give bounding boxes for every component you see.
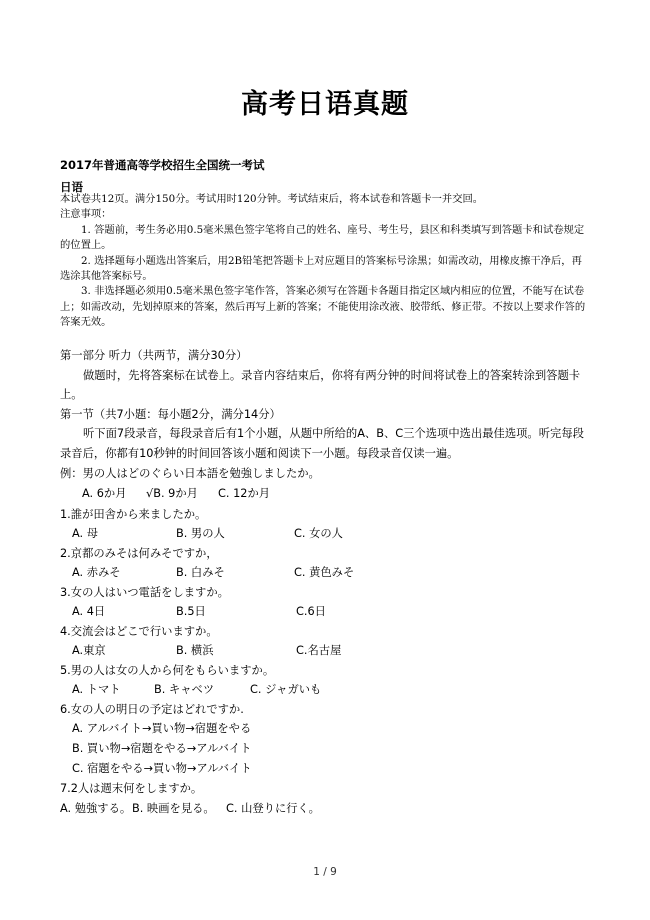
question-7-option-a: A. 勉強する。 xyxy=(60,802,132,815)
part1-block xyxy=(60,346,592,464)
question-2: 2.京都のみそは何みそですか， xyxy=(60,547,218,560)
section1-instruction: 听下面7段录音，每段录音后有1个小题，从题中所给的A、B、C三个选项中选出最佳选项。听完每段录音后，你都有10秒钟的时间回答该小题和阅读下一小题。每段录音仅读一遍。 xyxy=(60,427,584,460)
question-3: 3.女の人はいつ電話をしますか。 xyxy=(60,586,229,599)
question-3-option-a: A. 4日 xyxy=(72,605,106,618)
example-option-b: √B. 9か月 xyxy=(146,487,198,500)
part1-heading: 第一部分 听力（共两节，满分30分） xyxy=(60,349,248,362)
question-1-option-c: C. 女の人 xyxy=(294,527,343,540)
question-6: 6.女の人の明日の予定はどれですか. xyxy=(60,703,244,716)
question-7-option-b: B. 映画を見る。 xyxy=(132,802,215,815)
document-title: 高考日语真题 xyxy=(241,89,409,120)
question-2-option-a: A. 赤みそ xyxy=(72,566,121,579)
notice-heading: 注意事项： xyxy=(60,208,112,221)
question-5-option-a: A. トマト xyxy=(72,683,121,696)
question-5-option-b: B. キャベツ xyxy=(154,683,215,696)
exam-name: 2017年普通高等学校招生全国统一考试 xyxy=(60,158,265,172)
question-7: 7.2人は週末何をしますか。 xyxy=(60,782,203,795)
question-1-option-b: B. 男の人 xyxy=(176,527,225,540)
question-2-option-c: C. 黄色みそ xyxy=(294,566,355,579)
notice-item-3: 3. 非选择题必须用0.5毫米黑色签字笔作答，答案必须写在答题卡各题目指定区域内相应的位置，不能写在试卷上；如需改动，先划掉原来的答案，然后再写上新的答案；不能使用涂改液、胶带纸、修正带。不按以上要求作答的答案无效。 xyxy=(60,285,586,329)
question-4-option-b: B. 横浜 xyxy=(176,644,214,657)
part1-instruction: 做题时，先将答案标在试卷上。录音内容结束后，你将有两分钟的时间将试卷上的答案转涂到答题卡上。 xyxy=(60,368,581,402)
question-7-option-c: C. 山登りに行く。 xyxy=(226,802,320,815)
question-1: 1.誰が田舎から来ましたか。 xyxy=(60,508,207,521)
example-question: 例：男の人はどのぐらい日本語を勉強しましたか。 xyxy=(60,467,320,480)
question-6-option-c: C. 宿題をやる→買い物→アルバイト xyxy=(72,762,252,775)
question-5-option-c: C. ジャガいも xyxy=(250,683,322,696)
section1-heading: 第一节（共7小题：每小题2分，满分14分） xyxy=(60,407,281,421)
example-option-c: C. 12か月 xyxy=(218,487,271,500)
question-5: 5.男の人は女の人から何をもらいますか。 xyxy=(60,664,275,677)
page-number: 1 / 9 xyxy=(313,866,337,878)
question-2-option-b: B. 白みそ xyxy=(176,566,225,579)
notice-item-2: 2. 选择题每小题选出答案后，用2B铅笔把答题卡上对应题目的答案标号涂黑；如需改动，用橡皮擦干净后，再选涂其他答案标号。 xyxy=(60,254,582,283)
question-4: 4.交流会はどこで行いますか。 xyxy=(60,625,218,638)
notice-item-1: 1. 答题前，考生务必用0.5毫米黑色签字笔将自己的姓名、座号、考生号，县区和科类填写到答题卡和试卷规定的位置上。 xyxy=(60,223,585,252)
question-4-option-a: A.東京 xyxy=(72,644,106,657)
question-6-option-b: B. 買い物→宿題をやる→アルバイト xyxy=(72,742,252,755)
intro-text: 本试卷共12页。满分150分。考试用时120分钟。考试结束后，将本试卷和答题卡一并交回。 xyxy=(60,193,484,205)
example-option-a: A. 6か月 xyxy=(82,487,127,500)
question-3-option-c: C.6日 xyxy=(296,605,326,618)
question-3-option-b: B.5日 xyxy=(176,605,206,618)
question-4-option-c: C.名古屋 xyxy=(296,644,342,657)
notice-block xyxy=(60,192,590,331)
question-1-option-a: A. 母 xyxy=(72,527,99,540)
question-6-option-a: A. アルバイト→買い物→宿題をやる xyxy=(72,722,252,735)
subject-label: 日语 xyxy=(60,180,83,194)
